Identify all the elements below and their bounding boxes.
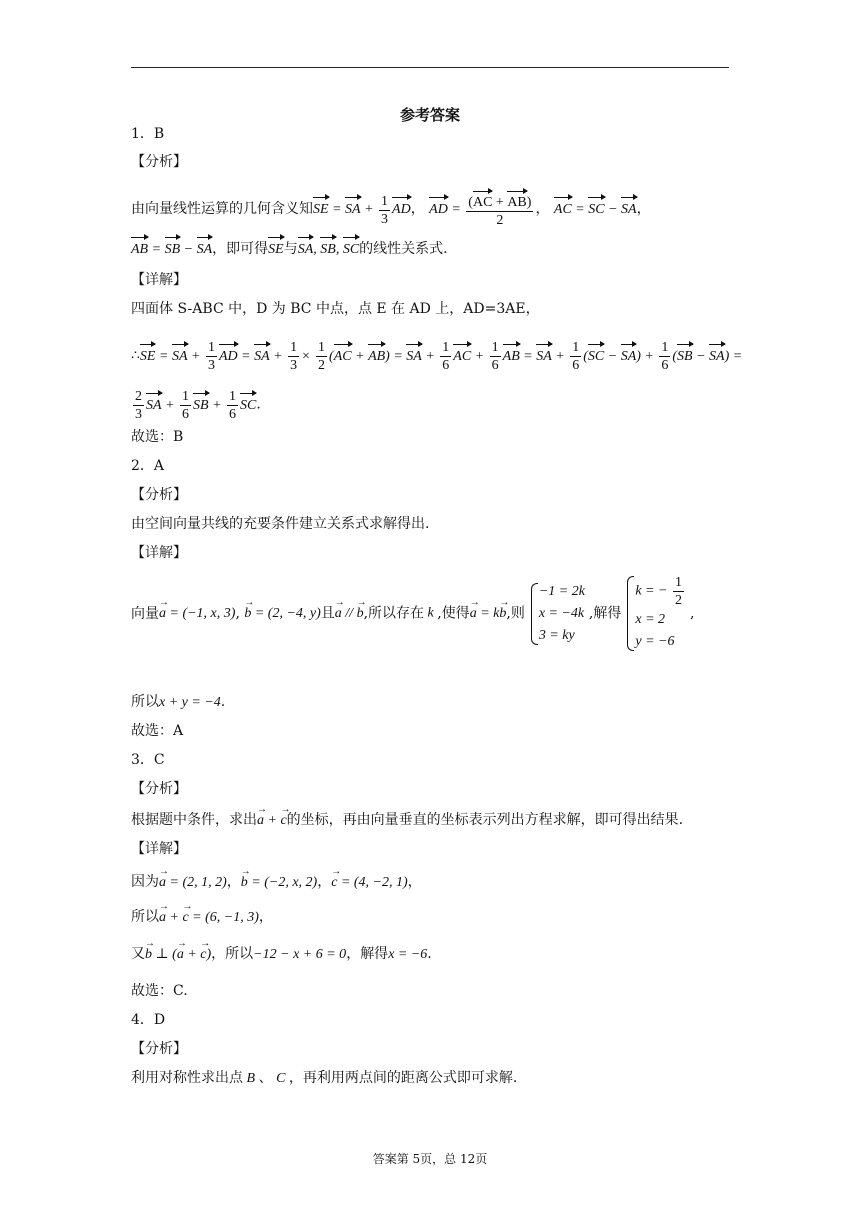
q1-choice: 故选：B (131, 429, 184, 445)
q2-solution-brace: k = − $\frac{1}{2}$ x = 2 y = −6 (625, 574, 686, 653)
q3-answer: 3．C (131, 752, 165, 768)
q2-system-brace: −1 = 2k x = −4k 3 = ky (529, 581, 585, 647)
q1-analysis-line2: AB = SB − SA，即可得SE与SA, SB, SC的线性关系式. (131, 237, 448, 260)
page-title: 参考答案 (399, 106, 460, 124)
q2-detail-heading: 【详解】 (131, 545, 187, 561)
q3-detail-line2: 所以→ a + → c = (6, −1, 3)， (131, 907, 273, 928)
q2-detail-line2: 所以x + y = −4. (131, 694, 226, 710)
q3-choice: 故选：C. (131, 983, 188, 999)
q3-detail-line3: 又→ b ⊥ (→ a + → c)，所以−12 − x + 6 = 0，解得x = −6. (131, 944, 432, 965)
q4-analysis-heading: 【分析】 (131, 1041, 187, 1057)
q2-detail-line1: 向量→ a = (−1, x, 3), → b = (2, −4, y)且→ a // → b,所以存在 k ,使得→ a = k→ b,则 −1 = 2k x = −4k 3 = ky ,解得 k = − $\frac{1}{2}$ x = 2 y = −6 , (131, 574, 694, 653)
q3-analysis-heading: 【分析】 (131, 781, 187, 797)
q1-analysis-line1: 由向量线性运算的几何含义知SE = SA + $\frac{1}{3}$ AD， AD = $\frac{(AC + AB)}{2}$ ， AC = SC − SA， (131, 191, 651, 229)
q2-analysis: 由空间向量共线的充要条件建立关系式求解得出. (131, 516, 430, 532)
q4-answer: 4．D (131, 1012, 166, 1028)
page-footer: 答案第 5页，总 12页 (372, 1152, 488, 1166)
q1-analysis-heading: 【分析】 (131, 154, 187, 170)
q4-analysis: 利用对称性求出点 B 、 C ，再利用两点间的距离公式即可求解. (131, 1070, 518, 1086)
q2-answer: 2．A (131, 458, 165, 474)
q1-detail-line3: $\frac{2}{3}$ SA + $\frac{1}{6}$ SB + $\frac{1}{6}$ SC. (135, 389, 261, 422)
q1-answer: 1．B (131, 126, 165, 142)
header-rule (131, 67, 729, 68)
q1-detail-line1: 四面体 S-ABC 中，D 为 BC 中点，点 E 在 AD 上，AD=3AE， (131, 301, 540, 317)
q3-detail-heading: 【详解】 (131, 841, 187, 857)
q1-detail-heading: 【详解】 (131, 272, 187, 288)
q3-detail-line1: 因为→ a = (2, 1, 2)，→ b = (−2, x, 2)，→ c = (4, −2, 1)， (131, 872, 422, 893)
q1-detail-line2: ∴SE = SA + $\frac{1}{3}$ AD = SA + $\frac{1}{3}$ × $\frac{1}{2}$ (AC + AB) = SA + $\frac{1}{6}$ AC + $\frac{1}{6}$ AB = SA + $\frac{1}{6}$ (SC − SA) + $\frac{1}{6}$ (SB − SA) = (131, 340, 743, 373)
q2-analysis-heading: 【分析】 (131, 487, 187, 503)
q2-choice: 故选：A (131, 723, 184, 739)
q3-analysis: 根据题中条件，求出→ a + → c的坐标，再由向量垂直的坐标表示列出方程求解，即可得出结果. (131, 810, 683, 831)
